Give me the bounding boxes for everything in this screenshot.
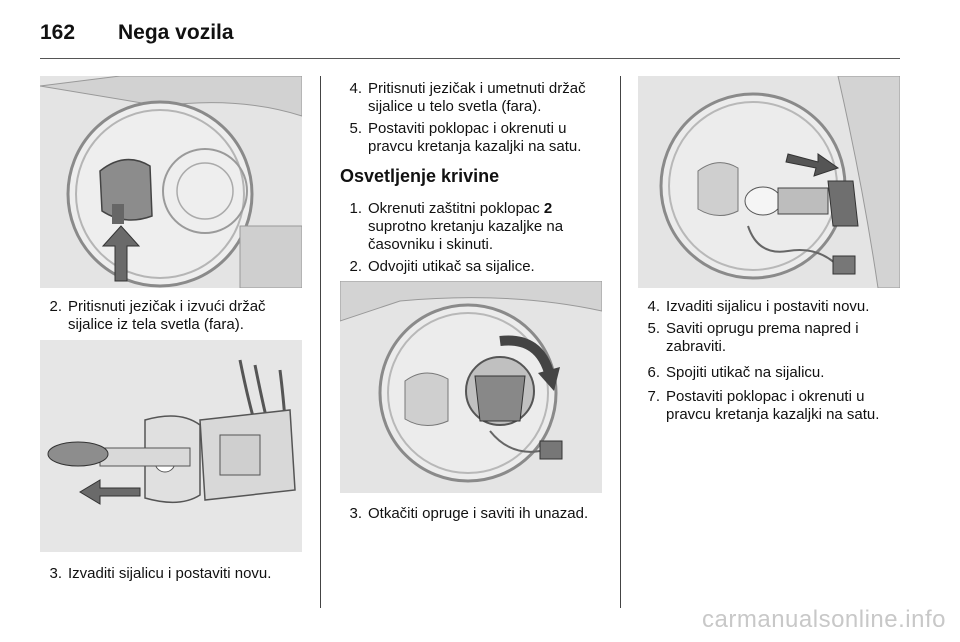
step-7-col3: 7. Postaviti poklopac i okrenuti u pravcu kretanja kazaljki na satu. — [647, 388, 880, 423]
step-4-col2: 4. Pritisnuti jezičak i umetnuti držač sijalice u telo svetla (fara). — [349, 80, 586, 115]
column-divider-1 — [320, 76, 321, 608]
page-header — [40, 18, 234, 48]
step-5-col3: 5. Saviti oprugu prema napred i zabraviti. — [647, 320, 859, 355]
step-3-col1: 3. Izvaditi sijalicu i postaviti novu. — [49, 565, 272, 582]
step-4-col3: 4. Izvaditi sijalicu i postaviti novu. — [647, 298, 870, 315]
page-number: 162 — [40, 21, 76, 44]
step-6-col3: 6. Spojiti utikač na sijalicu. — [647, 364, 825, 381]
substep-1-col2: 1. Okrenuti zaštitni poklopac 2 suprotno kretanju kazaljke na časovniku i skinuti. — [349, 200, 564, 253]
substep-2-col2: 2. Odvojiti utikač sa sijalice. — [349, 258, 535, 275]
substep-3-col2: 3. Otkačiti opruge i saviti ih unazad. — [349, 505, 589, 522]
header-rule — [40, 58, 900, 59]
column-divider-2 — [620, 76, 621, 608]
figure-headlamp-holder-pull — [40, 76, 302, 288]
section-title: Osvetljenje krivine — [340, 166, 500, 186]
figure-bulb-removal — [40, 340, 302, 552]
figure-bulb-insert — [638, 76, 900, 288]
step-2-col1: 2. Pritisnuti jezičak i izvući držač sijalice iz tela svetla (fara). — [49, 298, 266, 333]
page-title: Nega vozila — [118, 21, 234, 44]
step-5-col2: 5. Postaviti poklopac i okrenuti u pravcu kretanja kazaljki na satu. — [349, 120, 582, 155]
watermark: carmanualsonline.info — [702, 606, 946, 633]
figure-cornering-light — [340, 281, 602, 493]
